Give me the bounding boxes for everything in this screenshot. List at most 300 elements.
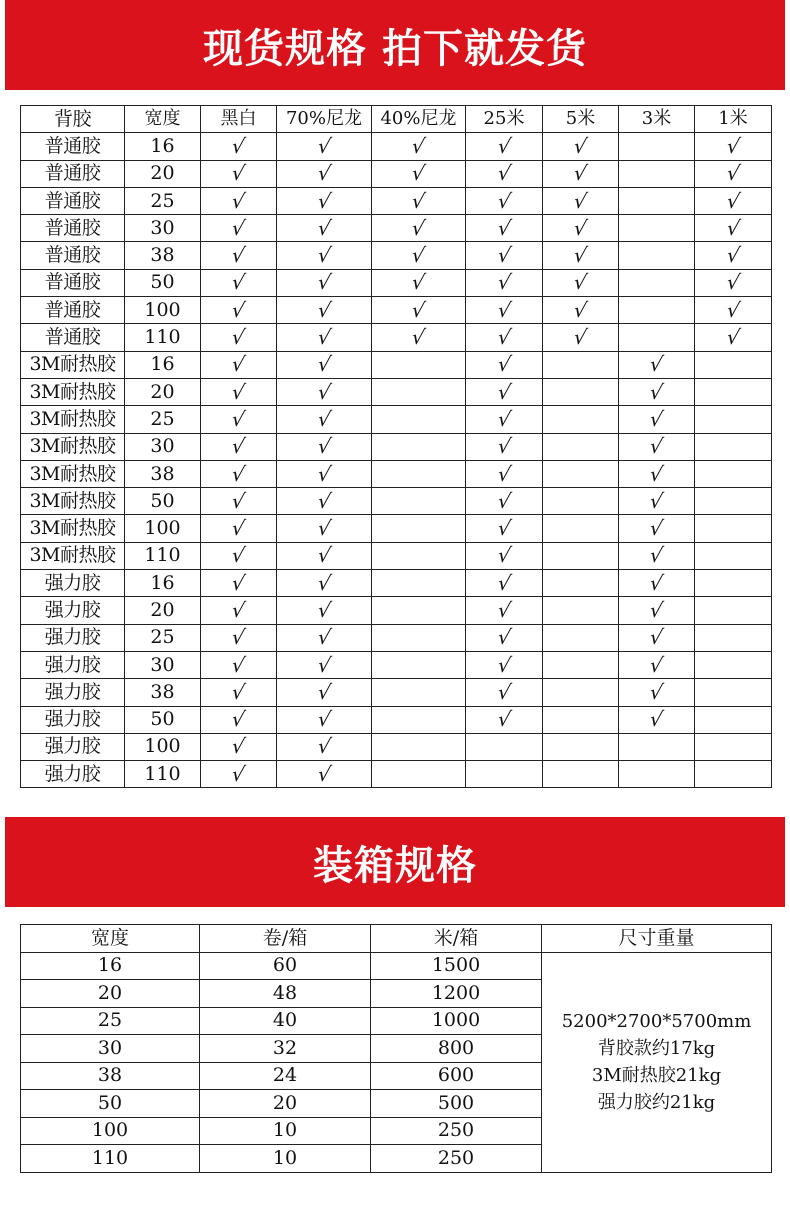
spec-header-cell: 40%尼龙 — [372, 106, 466, 133]
availability-cell — [695, 133, 772, 160]
check-mark-icon: √ — [495, 488, 513, 513]
width-cell: 25 — [125, 624, 201, 651]
packing-cell: 10 — [200, 1145, 371, 1173]
availability-cell — [372, 597, 466, 624]
availability-cell — [543, 460, 619, 487]
check-mark-icon: √ — [495, 406, 513, 431]
availability-cell — [466, 706, 543, 733]
check-mark-icon: √ — [724, 133, 742, 158]
check-mark-icon: √ — [648, 652, 665, 677]
availability-cell — [543, 542, 619, 569]
adhesive-type-cell: 强力胶 — [21, 706, 125, 733]
adhesive-type-cell: 普通胶 — [21, 324, 125, 351]
check-mark-icon: √ — [230, 516, 247, 541]
adhesive-type-cell: 3M耐热胶 — [21, 406, 125, 433]
availability-cell — [201, 242, 277, 269]
availability-cell — [466, 542, 543, 569]
check-mark-icon: √ — [572, 325, 589, 350]
width-cell: 16 — [125, 133, 201, 160]
spec-table — [20, 105, 772, 788]
check-mark-icon: √ — [495, 133, 513, 158]
availability-cell — [695, 187, 772, 214]
table-row — [21, 460, 772, 487]
width-cell: 110 — [125, 542, 201, 569]
check-mark-icon: √ — [410, 243, 427, 268]
availability-cell — [543, 269, 619, 296]
table-row — [21, 761, 772, 788]
packing-cell: 800 — [371, 1035, 542, 1063]
check-mark-icon: √ — [495, 707, 513, 732]
availability-cell — [277, 324, 372, 351]
availability-cell — [201, 133, 277, 160]
availability-cell — [466, 515, 543, 542]
check-mark-icon: √ — [648, 597, 665, 622]
packing-cell: 100 — [21, 1117, 200, 1145]
availability-cell — [466, 133, 543, 160]
table-row — [21, 133, 772, 160]
check-mark-icon: √ — [724, 297, 742, 322]
check-mark-icon: √ — [230, 243, 247, 268]
availability-cell — [543, 378, 619, 405]
availability-cell — [619, 515, 695, 542]
adhesive-type-cell: 普通胶 — [21, 133, 125, 160]
check-mark-icon: √ — [495, 516, 513, 541]
availability-cell — [695, 351, 772, 378]
check-mark-icon: √ — [572, 161, 589, 186]
check-mark-icon: √ — [315, 188, 333, 213]
availability-cell — [695, 570, 772, 597]
availability-cell — [466, 433, 543, 460]
availability-cell — [372, 160, 466, 187]
availability-cell — [543, 651, 619, 678]
availability-cell — [201, 160, 277, 187]
check-mark-icon: √ — [230, 215, 247, 240]
availability-cell — [372, 706, 466, 733]
availability-cell — [372, 679, 466, 706]
packing-cell: 500 — [371, 1090, 542, 1118]
check-mark-icon: √ — [495, 270, 513, 295]
packing-cell: 38 — [21, 1062, 200, 1090]
size-weight-line: 5200*2700*5700mm — [561, 1011, 752, 1032]
adhesive-type-cell: 强力胶 — [21, 761, 125, 788]
spec-header-cell: 宽度 — [125, 106, 201, 133]
availability-cell — [466, 570, 543, 597]
packing-cell: 32 — [200, 1035, 371, 1063]
check-mark-icon: √ — [315, 434, 333, 459]
spec-header-row — [21, 106, 772, 133]
availability-cell — [372, 570, 466, 597]
availability-cell — [543, 242, 619, 269]
availability-cell — [695, 706, 772, 733]
check-mark-icon: √ — [230, 379, 247, 404]
check-mark-icon: √ — [648, 434, 665, 459]
availability-cell — [201, 651, 277, 678]
availability-cell — [277, 651, 372, 678]
packing-cell: 48 — [200, 980, 371, 1008]
availability-cell — [201, 215, 277, 242]
adhesive-type-cell: 普通胶 — [21, 215, 125, 242]
availability-cell — [372, 488, 466, 515]
availability-cell — [466, 242, 543, 269]
availability-cell — [201, 761, 277, 788]
packing-cell: 60 — [200, 952, 371, 980]
availability-cell — [372, 378, 466, 405]
availability-cell — [543, 433, 619, 460]
check-mark-icon: √ — [230, 570, 247, 595]
spec-header-cell: 背胶 — [21, 106, 125, 133]
check-mark-icon: √ — [315, 625, 333, 650]
availability-cell — [695, 215, 772, 242]
check-mark-icon: √ — [495, 215, 513, 240]
table-row — [21, 242, 772, 269]
table-row — [21, 215, 772, 242]
availability-cell — [201, 351, 277, 378]
check-mark-icon: √ — [315, 379, 333, 404]
check-mark-icon: √ — [230, 734, 247, 759]
adhesive-type-cell: 普通胶 — [21, 297, 125, 324]
availability-cell — [466, 597, 543, 624]
table-row — [21, 679, 772, 706]
check-mark-icon: √ — [648, 679, 665, 704]
availability-cell — [619, 761, 695, 788]
check-mark-icon: √ — [230, 297, 247, 322]
adhesive-type-cell: 普通胶 — [21, 242, 125, 269]
availability-cell — [466, 651, 543, 678]
spec-header-cell: 黑白 — [201, 106, 277, 133]
check-mark-icon: √ — [495, 679, 513, 704]
check-mark-icon: √ — [315, 488, 333, 513]
check-mark-icon: √ — [495, 434, 513, 459]
adhesive-type-cell: 普通胶 — [21, 187, 125, 214]
width-cell: 50 — [125, 488, 201, 515]
availability-cell — [277, 761, 372, 788]
width-cell: 100 — [125, 733, 201, 760]
adhesive-type-cell: 强力胶 — [21, 570, 125, 597]
size-weight-info — [542, 952, 772, 1172]
availability-cell — [619, 433, 695, 460]
check-mark-icon: √ — [495, 543, 513, 568]
availability-cell — [543, 324, 619, 351]
width-cell: 38 — [125, 679, 201, 706]
availability-cell — [466, 378, 543, 405]
check-mark-icon: √ — [495, 652, 513, 677]
availability-cell — [466, 215, 543, 242]
availability-cell — [201, 488, 277, 515]
availability-cell — [619, 706, 695, 733]
availability-cell — [695, 269, 772, 296]
availability-cell — [277, 378, 372, 405]
availability-cell — [372, 515, 466, 542]
table-row — [21, 624, 772, 651]
availability-cell — [466, 624, 543, 651]
availability-cell — [466, 160, 543, 187]
table-row — [21, 160, 772, 187]
packing-header-cell: 尺寸重量 — [542, 925, 772, 953]
check-mark-icon: √ — [724, 161, 742, 186]
availability-cell — [619, 488, 695, 515]
availability-cell — [277, 297, 372, 324]
availability-cell — [543, 215, 619, 242]
check-mark-icon: √ — [315, 652, 333, 677]
availability-cell — [201, 706, 277, 733]
table-row — [21, 651, 772, 678]
availability-cell — [695, 733, 772, 760]
availability-cell — [372, 351, 466, 378]
check-mark-icon: √ — [410, 270, 427, 295]
availability-cell — [201, 269, 277, 296]
availability-cell — [372, 624, 466, 651]
availability-cell — [695, 160, 772, 187]
spec-header-cell: 3米 — [619, 106, 695, 133]
check-mark-icon: √ — [572, 133, 589, 158]
table-row — [21, 733, 772, 760]
packing-cell: 250 — [371, 1117, 542, 1145]
availability-cell — [695, 488, 772, 515]
table-row — [21, 433, 772, 460]
availability-cell — [372, 433, 466, 460]
check-mark-icon: √ — [648, 516, 665, 541]
width-cell: 16 — [125, 351, 201, 378]
check-mark-icon: √ — [410, 133, 427, 158]
availability-cell — [201, 597, 277, 624]
availability-cell — [619, 679, 695, 706]
availability-cell — [619, 133, 695, 160]
availability-cell — [695, 761, 772, 788]
availability-cell — [201, 187, 277, 214]
size-weight-line: 背胶款约17kg — [597, 1038, 716, 1059]
table-row — [21, 597, 772, 624]
availability-cell — [543, 488, 619, 515]
check-mark-icon: √ — [315, 297, 333, 322]
check-mark-icon: √ — [315, 679, 333, 704]
availability-cell — [277, 433, 372, 460]
adhesive-type-cell: 普通胶 — [21, 160, 125, 187]
availability-cell — [277, 269, 372, 296]
adhesive-type-cell: 强力胶 — [21, 597, 125, 624]
check-mark-icon: √ — [572, 270, 589, 295]
check-mark-icon: √ — [315, 325, 333, 350]
check-mark-icon: √ — [495, 461, 513, 486]
check-mark-icon: √ — [315, 270, 333, 295]
width-cell: 16 — [125, 570, 201, 597]
adhesive-type-cell: 3M耐热胶 — [21, 515, 125, 542]
packing-cell: 24 — [200, 1062, 371, 1090]
width-cell: 20 — [125, 597, 201, 624]
availability-cell — [543, 160, 619, 187]
spec-table-body — [21, 106, 772, 788]
availability-cell — [619, 269, 695, 296]
spec-header-cell: 25米 — [466, 106, 543, 133]
availability-cell — [277, 515, 372, 542]
availability-cell — [695, 460, 772, 487]
check-mark-icon: √ — [410, 188, 427, 213]
availability-cell — [695, 651, 772, 678]
packing-header-cell: 宽度 — [21, 925, 200, 953]
availability-cell — [619, 215, 695, 242]
check-mark-icon: √ — [315, 761, 333, 786]
availability-cell — [543, 679, 619, 706]
availability-cell — [695, 542, 772, 569]
packing-banner — [5, 817, 785, 907]
availability-cell — [619, 460, 695, 487]
spec-header-cell: 5米 — [543, 106, 619, 133]
availability-cell — [372, 542, 466, 569]
width-cell: 50 — [125, 706, 201, 733]
availability-cell — [619, 651, 695, 678]
availability-cell — [372, 242, 466, 269]
check-mark-icon: √ — [410, 215, 427, 240]
availability-cell — [543, 187, 619, 214]
availability-cell — [466, 351, 543, 378]
table-row — [21, 952, 772, 980]
availability-cell — [619, 351, 695, 378]
availability-cell — [543, 406, 619, 433]
availability-cell — [372, 761, 466, 788]
check-mark-icon: √ — [648, 707, 665, 732]
packing-cell: 250 — [371, 1145, 542, 1173]
availability-cell — [277, 460, 372, 487]
availability-cell — [372, 187, 466, 214]
availability-cell — [695, 624, 772, 651]
check-mark-icon: √ — [230, 652, 247, 677]
availability-cell — [543, 624, 619, 651]
packing-cell: 50 — [21, 1090, 200, 1118]
check-mark-icon: √ — [230, 707, 247, 732]
availability-cell — [277, 215, 372, 242]
availability-cell — [466, 679, 543, 706]
availability-cell — [619, 542, 695, 569]
availability-cell — [543, 597, 619, 624]
availability-cell — [695, 324, 772, 351]
availability-cell — [372, 215, 466, 242]
availability-cell — [619, 597, 695, 624]
packing-cell: 20 — [200, 1090, 371, 1118]
availability-cell — [466, 187, 543, 214]
spec-banner — [5, 0, 785, 90]
check-mark-icon: √ — [495, 161, 513, 186]
width-cell: 20 — [125, 378, 201, 405]
availability-cell — [372, 406, 466, 433]
width-cell: 38 — [125, 460, 201, 487]
availability-cell — [695, 597, 772, 624]
availability-cell — [543, 733, 619, 760]
check-mark-icon: √ — [648, 352, 665, 377]
availability-cell — [277, 570, 372, 597]
adhesive-type-cell: 强力胶 — [21, 679, 125, 706]
check-mark-icon: √ — [724, 243, 742, 268]
table-row — [21, 542, 772, 569]
packing-cell: 600 — [371, 1062, 542, 1090]
check-mark-icon: √ — [230, 270, 247, 295]
availability-cell — [619, 187, 695, 214]
availability-cell — [372, 460, 466, 487]
check-mark-icon: √ — [230, 352, 247, 377]
availability-cell — [201, 515, 277, 542]
table-row — [21, 706, 772, 733]
check-mark-icon: √ — [230, 543, 247, 568]
packing-cell: 10 — [200, 1117, 371, 1145]
availability-cell — [466, 406, 543, 433]
packing-cell: 110 — [21, 1145, 200, 1173]
adhesive-type-cell: 3M耐热胶 — [21, 433, 125, 460]
adhesive-type-cell: 强力胶 — [21, 651, 125, 678]
availability-cell — [372, 133, 466, 160]
check-mark-icon: √ — [495, 243, 513, 268]
check-mark-icon: √ — [315, 516, 333, 541]
width-cell: 30 — [125, 215, 201, 242]
availability-cell — [466, 488, 543, 515]
check-mark-icon: √ — [315, 570, 333, 595]
check-mark-icon: √ — [648, 406, 665, 431]
availability-cell — [277, 597, 372, 624]
availability-cell — [619, 160, 695, 187]
check-mark-icon: √ — [572, 215, 589, 240]
width-cell: 110 — [125, 761, 201, 788]
availability-cell — [201, 733, 277, 760]
availability-cell — [695, 406, 772, 433]
size-weight-line: 强力胶约21kg — [597, 1092, 716, 1113]
availability-cell — [201, 378, 277, 405]
check-mark-icon: √ — [315, 734, 333, 759]
check-mark-icon: √ — [495, 625, 513, 650]
check-mark-icon: √ — [315, 352, 333, 377]
availability-cell — [543, 761, 619, 788]
availability-cell — [277, 733, 372, 760]
width-cell: 38 — [125, 242, 201, 269]
availability-cell — [201, 679, 277, 706]
check-mark-icon: √ — [724, 325, 742, 350]
table-row — [21, 297, 772, 324]
adhesive-type-cell: 强力胶 — [21, 624, 125, 651]
availability-cell — [201, 406, 277, 433]
packing-header-cell: 卷/箱 — [200, 925, 371, 953]
availability-cell — [543, 133, 619, 160]
table-row — [21, 269, 772, 296]
availability-cell — [277, 242, 372, 269]
availability-cell — [372, 733, 466, 760]
availability-cell — [543, 515, 619, 542]
table-row — [21, 187, 772, 214]
packing-table — [20, 924, 772, 1173]
check-mark-icon: √ — [724, 270, 742, 295]
packing-banner-title: 装箱规格 — [313, 842, 477, 889]
width-cell: 100 — [125, 515, 201, 542]
availability-cell — [372, 269, 466, 296]
availability-cell — [372, 324, 466, 351]
check-mark-icon: √ — [410, 161, 427, 186]
check-mark-icon: √ — [315, 707, 333, 732]
check-mark-icon: √ — [315, 161, 333, 186]
availability-cell — [619, 570, 695, 597]
availability-cell — [466, 761, 543, 788]
availability-cell — [277, 542, 372, 569]
availability-cell — [277, 160, 372, 187]
packing-cell: 20 — [21, 980, 200, 1008]
width-cell: 30 — [125, 433, 201, 460]
check-mark-icon: √ — [230, 434, 247, 459]
check-mark-icon: √ — [572, 297, 589, 322]
availability-cell — [619, 324, 695, 351]
check-mark-icon: √ — [315, 406, 333, 431]
check-mark-icon: √ — [315, 243, 333, 268]
availability-cell — [695, 515, 772, 542]
availability-cell — [466, 269, 543, 296]
check-mark-icon: √ — [230, 188, 247, 213]
availability-cell — [277, 624, 372, 651]
spec-header-cell: 1米 — [695, 106, 772, 133]
check-mark-icon: √ — [315, 597, 333, 622]
check-mark-icon: √ — [230, 325, 247, 350]
